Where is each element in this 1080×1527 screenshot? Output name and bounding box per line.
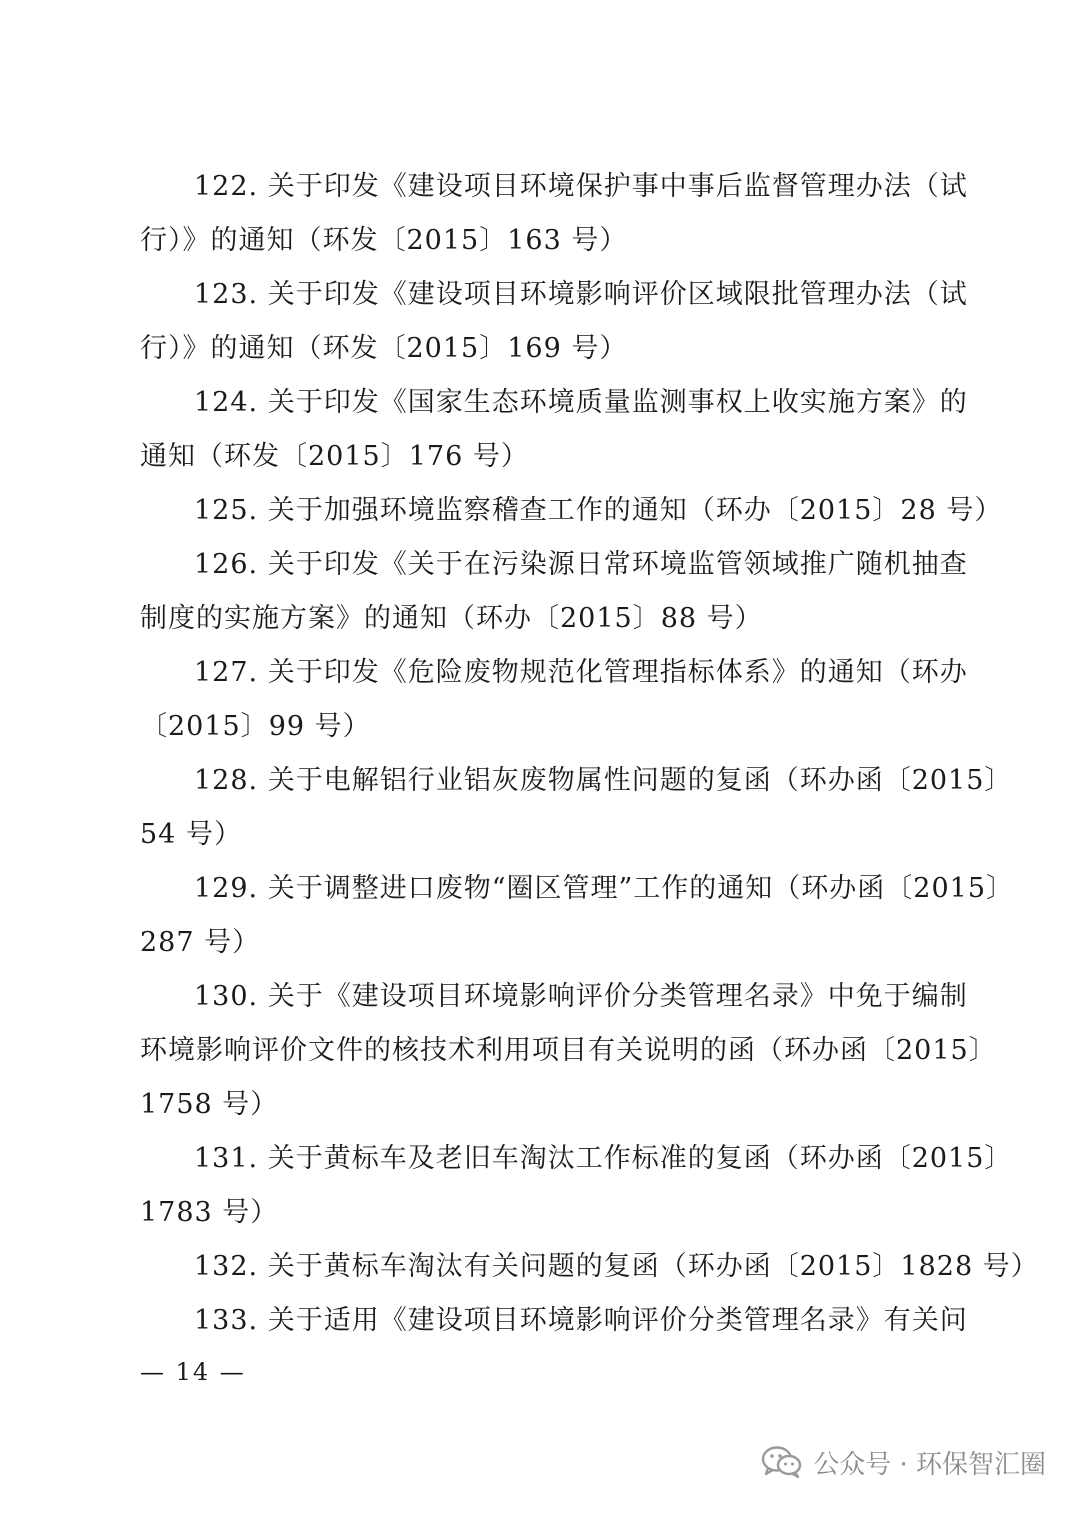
- list-item-line: 制度的实施方案》的通知（环办〔2015〕88 号）: [140, 603, 763, 634]
- list-item: [140, 268, 968, 376]
- watermark-text: 公众号 · 环保智汇圈: [813, 1449, 1046, 1480]
- list-item-line: 128. 关于电解铝行业铝灰废物属性问题的复函（环办函〔2015〕: [194, 765, 1013, 796]
- list-item: [140, 1294, 968, 1348]
- list-item-line: 123. 关于印发《建设项目环境影响评价区域限批管理办法（试: [194, 279, 968, 310]
- list-item: [140, 1132, 1013, 1240]
- list-item-line: 1758 号）: [140, 1089, 279, 1120]
- list-item: [140, 970, 997, 1132]
- list-item-line: 通知（环发〔2015〕176 号）: [140, 441, 529, 472]
- list-item-line: 129. 关于调整进口废物“圈区管理”工作的通知（环办函〔2015〕: [194, 873, 1015, 904]
- list-item-line: 287 号）: [140, 927, 261, 958]
- list-item: [140, 160, 968, 268]
- list-item-line: 125. 关于加强环境监察稽查工作的通知（环办〔2015〕28 号）: [194, 495, 1003, 526]
- list-item: [140, 376, 968, 484]
- wechat-watermark: [761, 1442, 1046, 1482]
- list-item: [140, 484, 1003, 538]
- list-item-line: 1783 号）: [140, 1197, 279, 1228]
- list-item-line: 54 号）: [140, 819, 242, 850]
- list-item: [140, 862, 1015, 970]
- list-item-line: 133. 关于适用《建设项目环境影响评价分类管理名录》有关问: [194, 1305, 968, 1336]
- list-item-line: 环境影响评价文件的核技术利用项目有关说明的函（环办函〔2015〕: [140, 1035, 997, 1066]
- list-item-line: 132. 关于黄标车淘汰有关问题的复函（环办函〔2015〕1828 号）: [194, 1251, 1039, 1282]
- list-item-line: 124. 关于印发《国家生态环境质量监测事权上收实施方案》的: [194, 387, 968, 418]
- list-item-line: 行）》的通知（环发〔2015〕169 号）: [140, 333, 628, 364]
- list-item: [140, 646, 968, 754]
- list-item-line: 〔2015〕99 号）: [140, 711, 371, 742]
- list-item-line: 131. 关于黄标车及老旧车淘汰工作标准的复函（环办函〔2015〕: [194, 1143, 1013, 1174]
- list-item: [140, 538, 968, 646]
- page-number: — 14 —: [140, 1358, 246, 1386]
- list-item-line: 行）》的通知（环发〔2015〕163 号）: [140, 225, 628, 256]
- regulation-list: [140, 160, 1039, 1348]
- list-item: [140, 1240, 1039, 1294]
- wechat-icon: [761, 1445, 803, 1479]
- list-item-line: 127. 关于印发《危险废物规范化管理指标体系》的通知（环办: [194, 657, 968, 688]
- list-item-line: 122. 关于印发《建设项目环境保护事中事后监督管理办法（试: [194, 171, 968, 202]
- list-item: [140, 754, 1013, 862]
- list-item-line: 126. 关于印发《关于在污染源日常环境监管领域推广随机抽查: [194, 549, 968, 580]
- list-item-line: 130. 关于《建设项目环境影响评价分类管理名录》中免于编制: [194, 981, 968, 1012]
